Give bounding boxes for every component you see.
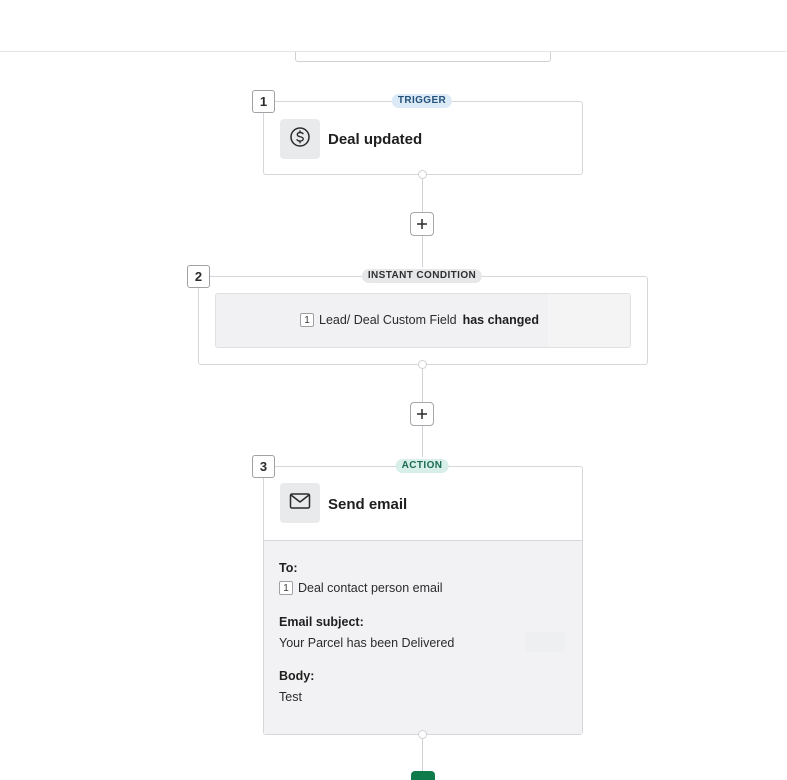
condition-field: Lead/ Deal Custom Field xyxy=(319,313,457,327)
add-step-button[interactable] xyxy=(410,402,434,426)
trigger-title: Deal updated xyxy=(328,131,423,148)
connector-dot xyxy=(418,360,427,369)
trigger-icon-box xyxy=(280,119,320,159)
condition-expression xyxy=(300,313,539,327)
connector-dot xyxy=(418,730,427,739)
plus-icon xyxy=(416,408,428,420)
connector-dot xyxy=(418,170,427,179)
body-value: Test xyxy=(279,690,302,704)
step-number-3: 3 xyxy=(252,455,275,478)
trigger-card[interactable] xyxy=(263,101,583,175)
action-card[interactable] xyxy=(263,466,583,735)
ghost-chip xyxy=(525,632,565,652)
add-step-button-primary[interactable] xyxy=(411,771,435,780)
condition-rule-fade xyxy=(548,294,630,347)
plus-icon xyxy=(416,218,428,230)
dollar-circle-icon xyxy=(289,126,311,153)
to-label: To: xyxy=(279,561,298,575)
top-bar xyxy=(0,0,787,52)
action-details xyxy=(264,540,582,734)
step-reference-badge: 1 xyxy=(279,581,293,595)
to-value-text: Deal contact person email xyxy=(298,581,443,595)
envelope-icon xyxy=(289,492,311,515)
action-icon-box xyxy=(280,483,320,523)
email-subject-value: Your Parcel has been Delivered xyxy=(279,636,455,650)
condition-rule[interactable] xyxy=(215,293,631,348)
condition-operator: has changed xyxy=(462,313,539,327)
step-reference-badge: 1 xyxy=(300,313,314,327)
add-step-button[interactable] xyxy=(410,212,434,236)
connector-line xyxy=(422,735,423,775)
to-value xyxy=(279,581,443,595)
email-subject-label: Email subject: xyxy=(279,615,364,629)
step-number-1: 1 xyxy=(252,90,275,113)
step-number-2: 2 xyxy=(187,265,210,288)
action-title: Send email xyxy=(328,496,408,513)
condition-card[interactable] xyxy=(198,276,648,365)
body-label: Body: xyxy=(279,669,315,683)
action-tag: ACTION xyxy=(396,459,449,473)
condition-tag: INSTANT CONDITION xyxy=(362,269,482,283)
trigger-tag: TRIGGER xyxy=(392,94,452,108)
